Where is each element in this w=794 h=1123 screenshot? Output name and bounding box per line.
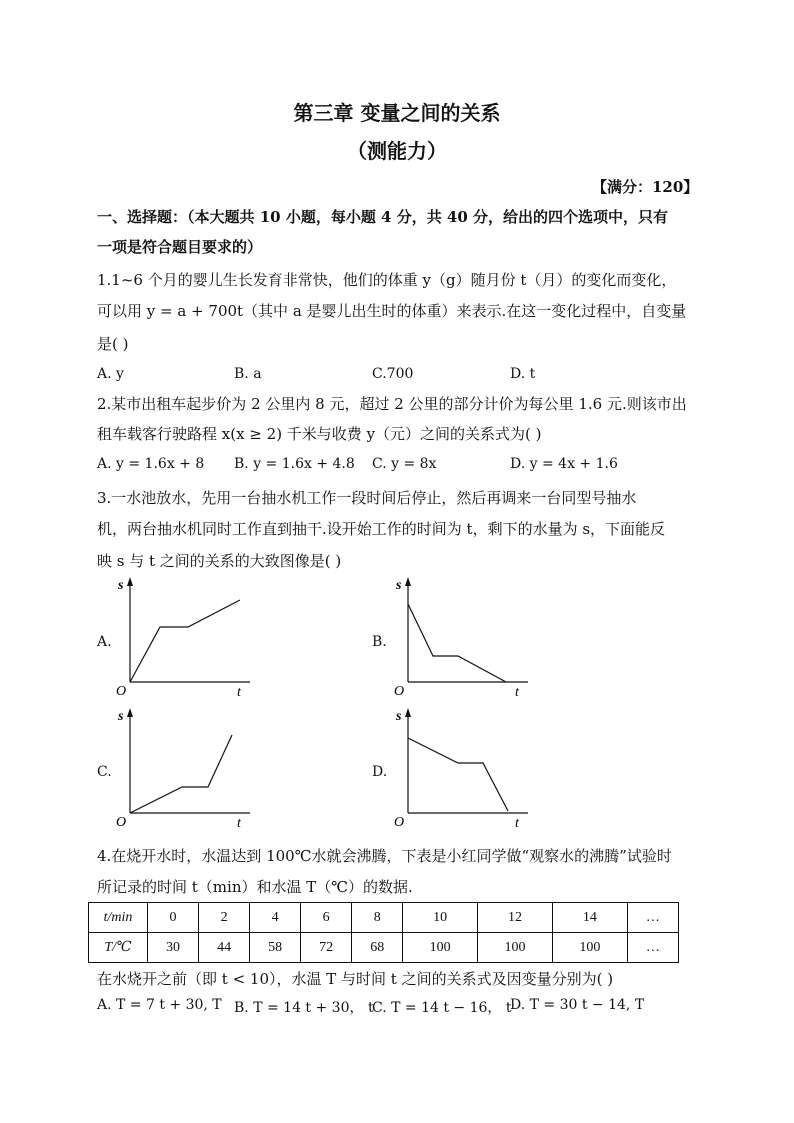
table-cell: 100 [552,933,627,963]
q4-line2: 所记录的时间 t（min）和水温 T（℃）的数据. [97,878,413,896]
graph-d-s-label: s [396,709,402,724]
graph-b-curve [408,604,506,682]
section-heading-line2: 一项是符合题目要求的） [97,238,263,256]
table-cell: 0 [148,903,199,933]
graph-b-s-label: s [396,578,402,593]
graph-c[interactable] [110,703,260,831]
section-heading-line1: 一、选择题：（本大题共 10 小题，每小题 4 分，共 40 分，给出的四个选项中，只有 [97,208,669,226]
graph-a-t-label: t [237,685,241,700]
full-score: 【满分：120】 [592,178,699,196]
q2-line1: 2.某市出租车起步价为 2 公里内 8 元，超过 2 公里的部分计价为每公里 1.6 元.则该市出 [97,395,687,413]
q1-option-a[interactable]: A. y [97,366,124,382]
q1-line3: 是( ) [97,335,129,353]
graph-c-t-label: t [237,816,241,831]
table-cell: … [627,903,678,933]
graph-b-label[interactable]: B. [372,634,387,650]
graph-b-t-label: t [515,685,519,700]
graph-c-origin-label: O [116,815,127,830]
table-cell: 100 [478,933,553,963]
graph-d[interactable] [388,703,538,831]
q4-option-c[interactable]: C. T = 14 t − 16， t [372,1000,512,1016]
table-cell: 58 [250,933,301,963]
table-cell: 68 [352,933,403,963]
q4-line3: 在水烧开之前（即 t < 10），水温 T 与时间 t 之间的关系式及因变量分别为( ) [97,970,614,988]
q4-option-a[interactable]: A. T = 7 t + 30, T [97,997,222,1013]
table-header-t: t/min [89,903,148,933]
graph-d-t-label: t [515,816,519,831]
graph-d-origin-label: O [394,815,405,830]
q4-option-b[interactable]: B. T = 14 t + 30， t [234,1000,374,1016]
q4-line1: 4.在烧开水时，水温达到 100℃水就会沸腾，下表是小红同学做“观察水的沸腾”试验时 [97,847,672,865]
q1-line1: 1.1~6 个月的婴儿生长发育非常快，他们的体重 y（g）随月份 t（月）的变化而变化， [97,271,677,289]
graph-c-y-arrow [127,708,133,717]
graph-d-y-arrow [405,708,411,717]
table-row [89,903,679,933]
table-cell: 44 [199,933,250,963]
graph-b-y-arrow [405,577,411,586]
graph-a[interactable] [110,572,260,700]
q1-line2: 可以用 y = a + 700t（其中 a 是婴儿出生时的体重）来表示.在这一变化过程中，自变量 [97,302,687,320]
table-cell: 8 [352,903,403,933]
table-cell: 30 [148,933,199,963]
graph-d-curve [408,738,508,811]
graph-a-curve [130,600,240,682]
graph-a-label[interactable]: A. [97,634,112,650]
q2-option-a[interactable]: A. y = 1.6x + 8 [97,456,205,472]
table-cell: 72 [301,933,352,963]
table-header-T: T/℃ [89,933,148,963]
graph-a-origin-label: O [116,684,127,699]
graph-c-label[interactable]: C. [97,764,112,780]
q3-line1: 3.一水池放水，先用一台抽水机工作一段时间后停止，然后再调来一台同型号抽水 [97,489,637,507]
q1-option-d[interactable]: D. t [510,366,536,382]
graph-d-label[interactable]: D. [372,764,388,780]
graph-a-y-arrow [127,577,133,586]
graph-b[interactable] [388,572,538,700]
q2-line2: 租车载客行驶路程 x(x ≥ 2) 千米与收费 y（元）之间的关系式为( ) [97,425,542,443]
q3-line2: 机，两台抽水机同时工作直到抽干.设开始工作的时间为 t，剩下的水量为 s，下面能反 [97,520,666,538]
table-cell: 10 [403,903,478,933]
page-title: 第三章 变量之间的关系 [293,101,501,125]
q1-option-b[interactable]: B. a [234,366,262,382]
q3-line3: 映 s 与 t 之间的关系的大致图像是( ) [97,552,342,570]
q4-option-d[interactable]: D. T = 30 t − 14, T [510,997,645,1013]
table-cell: … [627,933,678,963]
graph-c-s-label: s [118,709,124,724]
table-cell: 12 [478,903,553,933]
table-cell: 2 [199,903,250,933]
table-cell: 100 [403,933,478,963]
table-cell: 4 [250,903,301,933]
graph-b-origin-label: O [394,684,405,699]
graph-a-s-label: s [118,578,124,593]
data-table [88,902,679,963]
page-subtitle: （测能力） [347,139,447,163]
table-cell: 6 [301,903,352,933]
q2-option-b[interactable]: B. y = 1.6x + 4.8 [234,456,355,472]
table-cell: 14 [552,903,627,933]
table-row [89,933,679,963]
graph-c-curve [130,735,232,813]
q2-option-d[interactable]: D. y = 4x + 1.6 [510,456,618,472]
q2-option-c[interactable]: C. y = 8x [372,456,437,472]
q1-option-c[interactable]: C.700 [372,366,414,382]
